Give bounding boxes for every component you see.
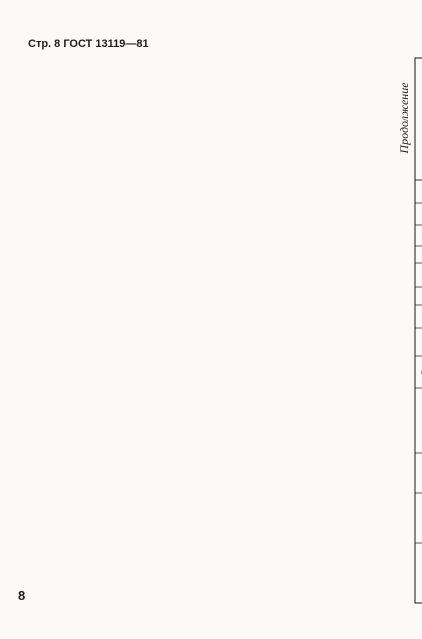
continuation-label: Продолжение xyxy=(396,82,411,154)
page-header-label: Стр. 8 ГОСТ 13119—81 xyxy=(28,38,149,50)
spec-table xyxy=(397,58,422,616)
page-number-label: 8 xyxy=(18,588,26,603)
